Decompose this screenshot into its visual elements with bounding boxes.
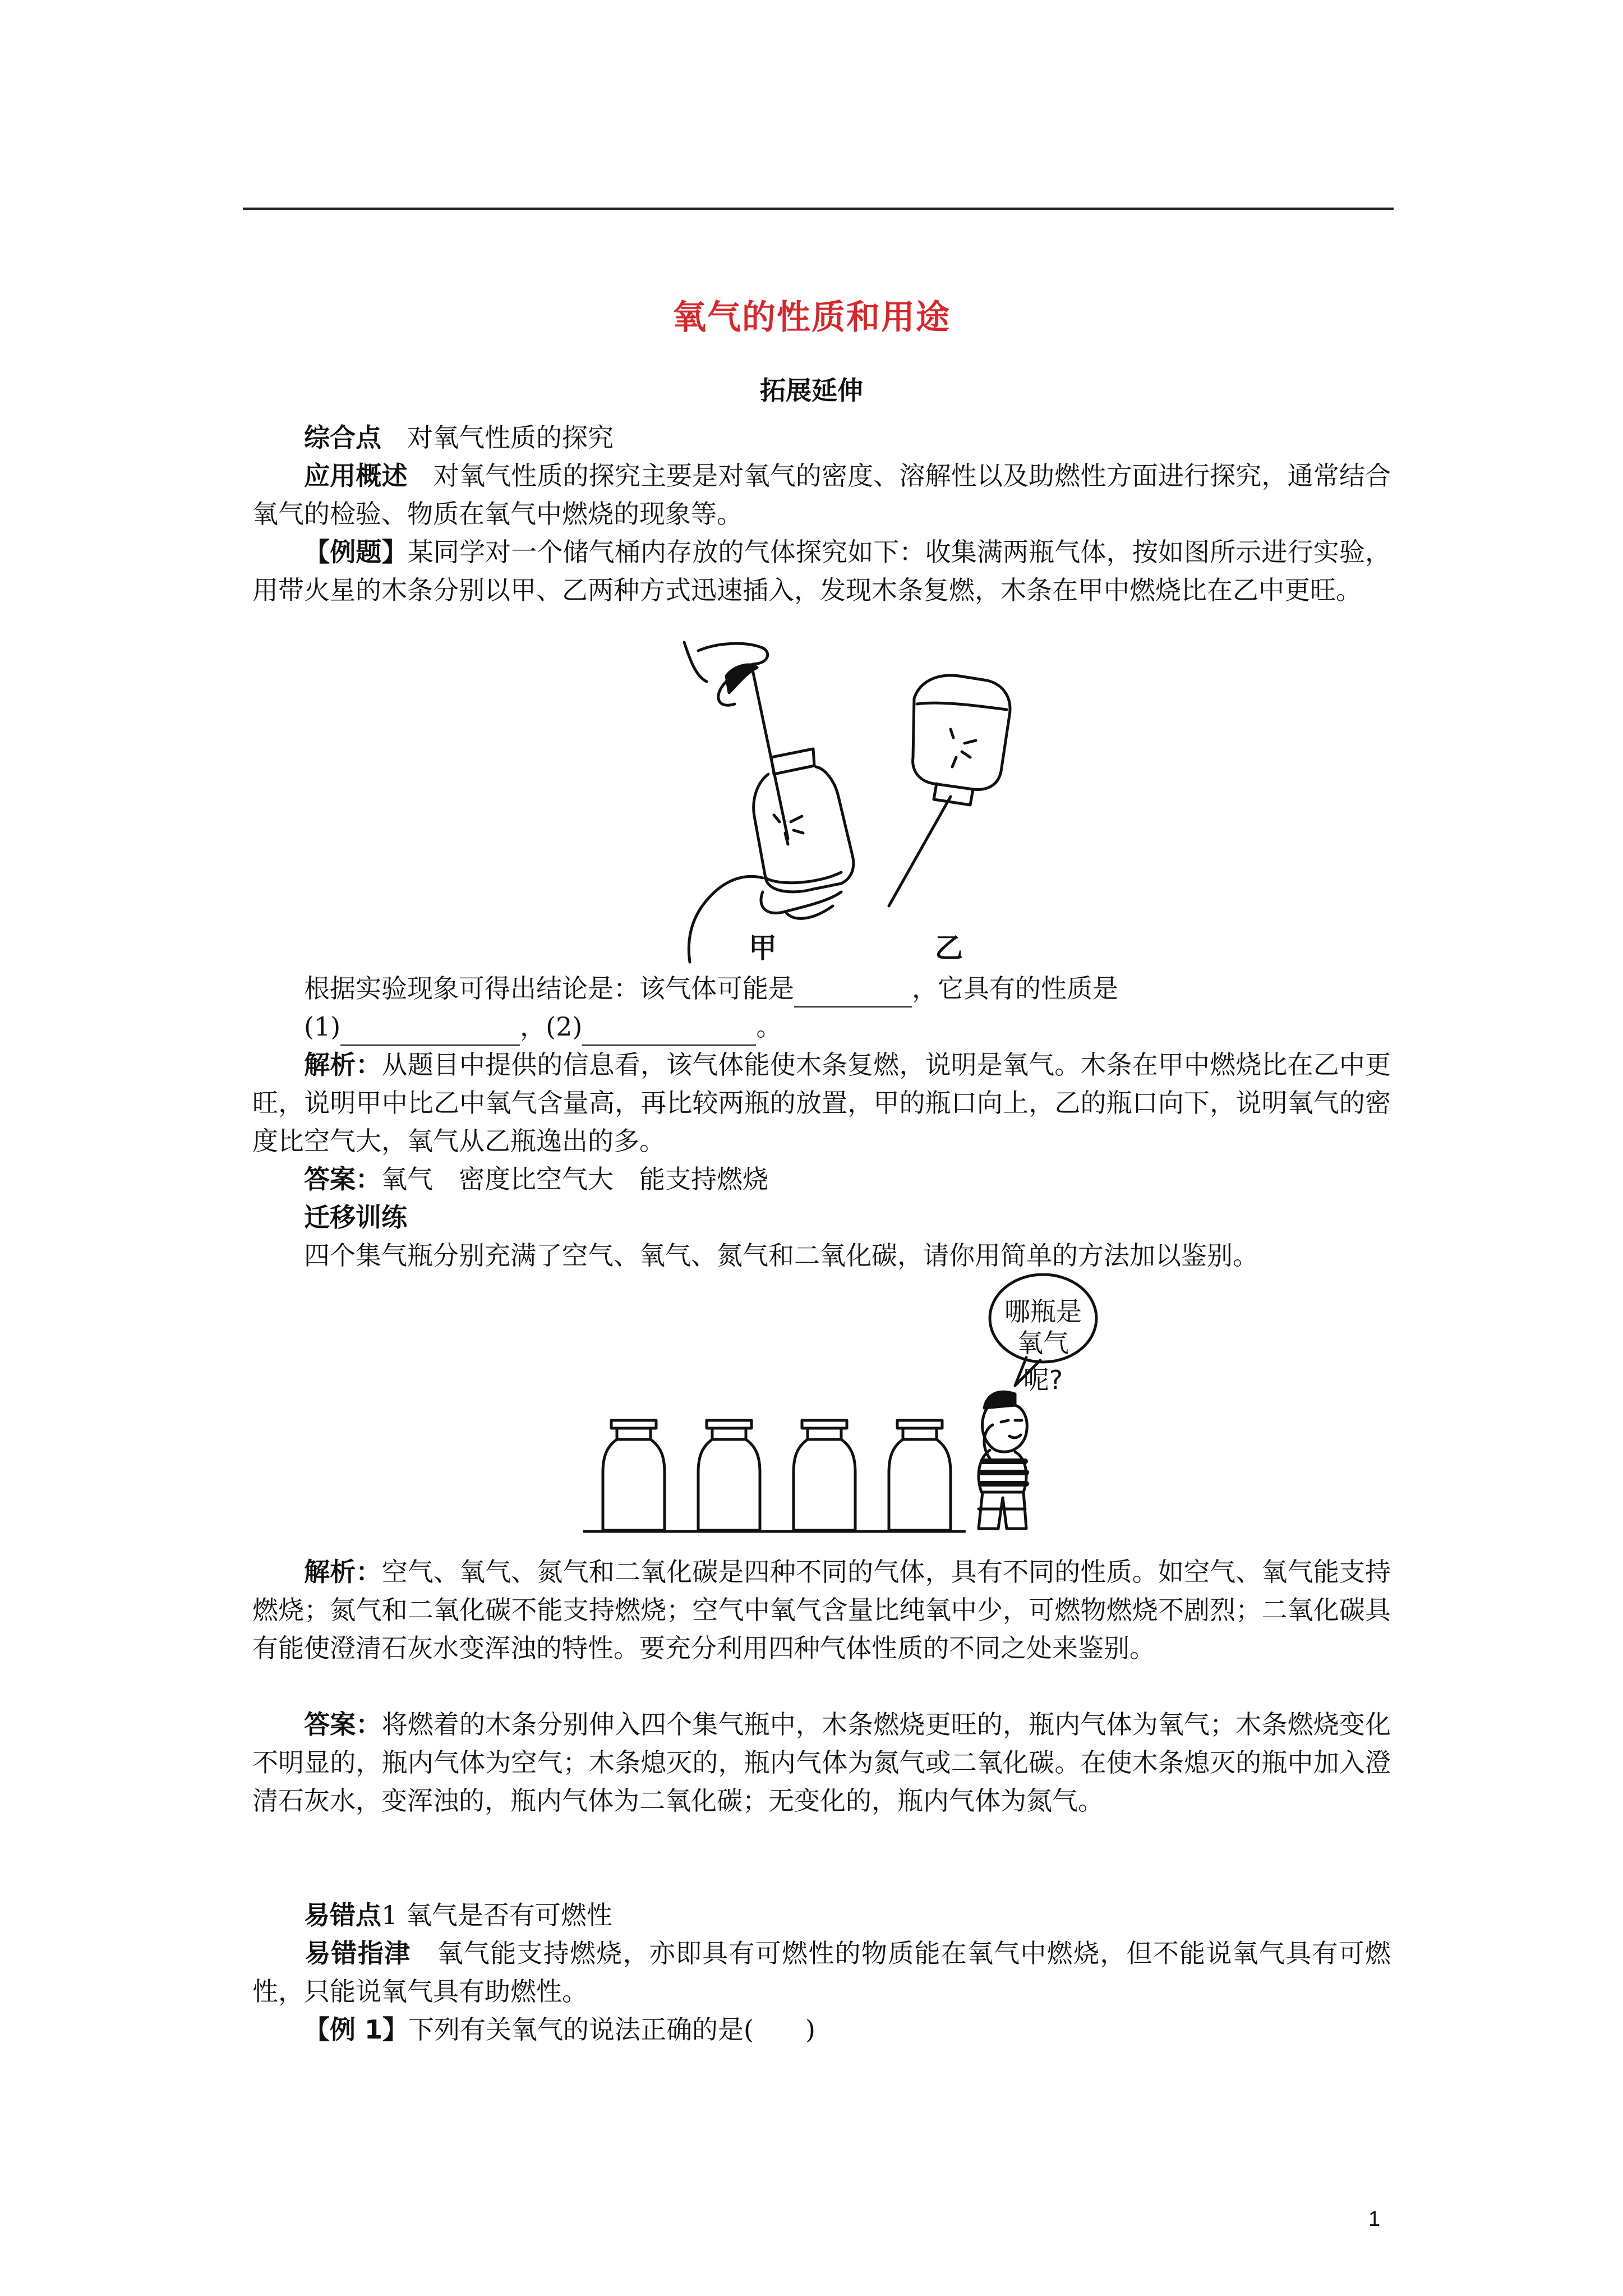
answer-paragraph-2	[252, 1705, 1391, 1820]
example-paragraph	[252, 533, 1391, 609]
answer-label-2: 答案：	[304, 1709, 382, 1740]
page-title: 氧气的性质和用途	[672, 298, 951, 337]
example-text: 某同学对一个储气桶内存放的气体探究如下：收集满两瓶气体，按如图所示进行实验，用带火星的木条分别以甲、乙两种方式迅速插入，发现木条复燃，木条在甲中燃烧比在乙中更旺。	[252, 537, 1391, 605]
gas-bottle-3	[794, 1420, 855, 1530]
blank-2-label: ，(2)	[520, 1011, 583, 1042]
overview-text: 对氧气性质的探究主要是对氧气的密度、溶解性以及助燃性方面进行探究，通常结合氧气的检验、物质在氧气中燃烧的现象等。	[252, 461, 1391, 529]
question-end: 。	[756, 1011, 782, 1042]
gas-bottle-1	[603, 1420, 665, 1530]
figure-label-jia: 甲	[749, 932, 777, 964]
error-point-label: 易错点	[304, 1900, 381, 1930]
gas-bottle-4	[889, 1420, 951, 1530]
question-text-a: 根据实验现象可得出结论是：该气体可能是	[304, 973, 794, 1004]
gas-bottle-2	[698, 1420, 760, 1530]
key-point-label: 综合点	[304, 422, 381, 453]
error-guide-text: 氧气能支持燃烧，亦即具有可燃性的物质能在氧气中燃烧，但不能说氧气具有可燃性，只能说氧气具有助燃性。	[252, 1938, 1391, 2007]
section-subtitle: 拓展延伸	[760, 375, 863, 406]
analysis-paragraph-1	[252, 1046, 1391, 1160]
blank-1-label: (1)	[304, 1011, 341, 1042]
answer-line-1	[252, 1160, 1391, 1198]
question-line-2	[252, 1007, 1391, 1046]
example-1-text: 下列有关氧气的说法正确的是( )	[408, 2014, 815, 2045]
example-1-line	[252, 2010, 1391, 2049]
transfer-training-heading	[252, 1198, 1391, 1236]
answer-blank-property-1[interactable]	[340, 1016, 520, 1046]
analysis-label: 解析：	[304, 1050, 382, 1080]
transfer-question	[252, 1236, 1391, 1274]
error-guide-label: 易错指津	[304, 1938, 411, 1968]
figure-label-yi: 乙	[935, 932, 963, 964]
overview-label: 应用概述	[304, 461, 408, 491]
answer-label: 答案：	[304, 1164, 381, 1194]
example-1-label: 【例 1】	[304, 2014, 409, 2045]
answer-text: 氧气 密度比空气大 能支持燃烧	[381, 1164, 768, 1194]
page-number: 1	[1368, 2207, 1381, 2231]
answer-blank-property-2[interactable]	[582, 1016, 756, 1046]
key-point-text: 对氧气性质的探究	[407, 422, 614, 453]
question-text-b: ，它具有的性质是	[912, 973, 1118, 1004]
header-rule	[243, 208, 1394, 210]
analysis-paragraph-2	[252, 1553, 1391, 1667]
key-point-line	[252, 418, 1391, 457]
error-guide-paragraph	[252, 1934, 1391, 2010]
speech-bubble-line-1: 哪瓶是	[1004, 1296, 1082, 1327]
answer-blank-gas[interactable]	[794, 978, 912, 1007]
transfer-training-label: 迁移训练	[304, 1202, 407, 1232]
bottle-experiment-figure	[673, 637, 1021, 968]
speech-bubble-line-2: 氧气呢?	[1017, 1328, 1069, 1395]
transfer-question-text: 四个集气瓶分别充满了空气、氧气、氮气和二氧化碳，请你用简单的方法加以鉴别。	[304, 1240, 1258, 1271]
analysis-label-2: 解析：	[304, 1557, 382, 1587]
analysis-text: 从题目中提供的信息看，该气体能使木条复燃，说明是氧气。木条在甲中燃烧比在乙中更旺，说明甲中比乙中氧气含量高，再比较两瓶的放置，甲的瓶口向上，乙的瓶口向下，说明氧气的密度比空气大，氧气从乙瓶逸出的多。	[252, 1050, 1391, 1156]
analysis-text-2: 空气、氧气、氮气和二氧化碳是四种不同的气体，具有不同的性质。如空气、氧气能支持燃烧；氮气和二氧化碳不能支持燃烧；空气中氧气含量比纯氧中少，可燃物燃烧不剧烈；二氧化碳具有能使澄清石灰水变浑浊的特性。要充分利用四种气体性质的不同之处来鉴别。	[252, 1557, 1391, 1663]
error-point-line	[252, 1896, 1391, 1934]
question-line-1	[252, 969, 1391, 1007]
overview-paragraph	[252, 457, 1391, 533]
example-label: 【例题】	[304, 537, 408, 567]
answer-text-2: 将燃着的木条分别伸入四个集气瓶中，木条燃烧更旺的，瓶内气体为氧气；木条燃烧变化不明显的，瓶内气体为空气；木条熄灭的，瓶内气体为氮气或二氧化碳。在使木条熄灭的瓶中加入澄清石灰水，变浑浊的，瓶内气体为二氧化碳；无变化的，瓶内气体为氮气。	[252, 1709, 1391, 1816]
error-point-text: 1 氧气是否有可燃性	[381, 1900, 612, 1930]
